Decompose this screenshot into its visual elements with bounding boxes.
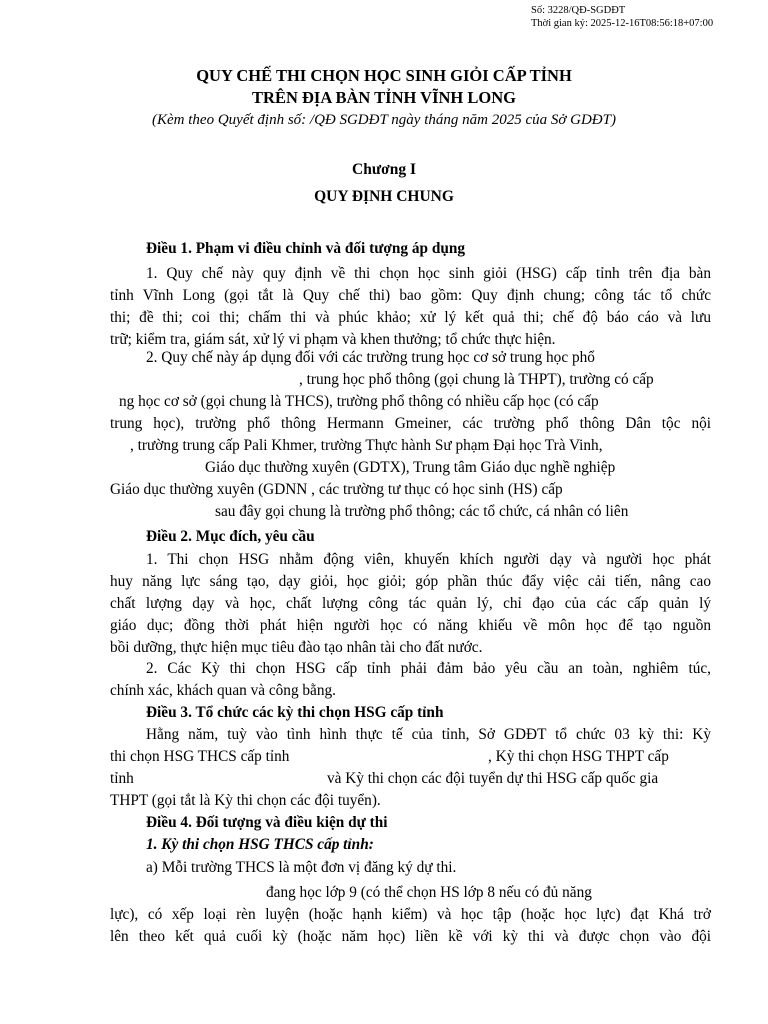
article-2-text: 1. Thi chọn HSG nhằm động viên, khuyến khích người dạy và người học phát [146,551,711,568]
article-1-text: sau đây gọi chung là trường phổ thông; các tổ chức, cá nhân có liên [215,503,629,520]
article-2-text: huy năng lực sáng tạo, dạy giỏi, học giỏi; góp phần thúc đẩy việc cải tiến, nâng cao [110,573,711,590]
article-1-text: Giáo dục thường xuyên (GDTX), Trung tâm Giáo dục nghề nghiệp [205,459,616,476]
article-1-heading: Điều 1. Phạm vi điều chỉnh và đối tượng áp dụng [146,240,465,257]
article-1-text: tỉnh Vĩnh Long (gọi tắt là Quy chế thi) bao gồm: Quy định chung; công tác tổ chức [110,287,711,304]
document-title-line2: TRÊN ĐỊA BÀN TỈNH VĨNH LONG [252,88,516,107]
article-1-text: trung học), trường phổ thông Hermann Gmeiner, các trường phổ thông Dân tộc nội [110,415,711,432]
article-3-text: Hằng năm, tuỳ vào tình hình thực tế của tỉnh, Sở GDĐT tổ chức 03 kỳ thi: Kỳ [146,726,711,743]
article-1-text: Giáo dục thường xuyên (GDNN , các trường tư thục có học sinh (HS) cấp [110,481,563,498]
article-3-text: THPT (gọi tắt là Kỳ thi chọn các đội tuyển). [110,792,381,809]
article-2-text: 2. Các Kỳ thi chọn HSG cấp tỉnh phải đảm bảo yêu cầu an toàn, nghiêm túc, [146,660,711,677]
document-title: QUY CHẾ THI CHỌN HỌC SINH GIỎI CẤP TỈNH [196,66,572,85]
article-3-heading: Điều 3. Tổ chức các kỳ thi chọn HSG cấp tỉnh [146,704,444,721]
article-3-text: và Kỳ thi chọn các đội tuyển dự thi HSG cấp quốc gia [327,770,659,787]
article-1-text: ng học cơ sở (gọi chung là THCS), trường phổ thông có nhiều cấp học (có cấp [119,393,599,410]
article-4-text: a) Mỗi trường THCS là một đơn vị đăng ký dự thi. [146,859,457,876]
article-1-text: thi; đề thi; coi thi; chấm thi và phúc khảo; xử lý kết quả thi; chế độ báo cáo và lưu [110,309,711,326]
chapter-number: Chương I [352,161,416,178]
signed-time: Thời gian ký: 2025-12-16T08:56:18+07:00 [531,18,714,29]
signature-stamp [531,4,713,30]
article-4-subheading: 1. Kỳ thi chọn HSG THCS cấp tỉnh: [146,836,374,853]
article-2-heading: Điều 2. Mục đích, yêu cầu [146,528,315,545]
article-2-text: giáo dục; đồng thời phát hiện người học có năng khiếu về môn học để tạo nguồn [110,617,711,634]
article-4-text: lực), có xếp loại rèn luyện (hoặc hạnh kiểm) và học tập (hoặc học lực) đạt Khá trở [110,906,711,923]
article-3-text: , Kỳ thi chọn HSG THPT cấp [488,748,669,765]
article-4-heading: Điều 4. Đối tượng và điều kiện dự thi [146,814,388,831]
article-2-text: chính xác, khách quan và công bằng. [110,682,336,699]
article-1-text: 1. Quy chế này quy định về thi chọn học sinh giỏi (HSG) cấp tỉnh trên địa bàn [146,265,711,282]
document-subtitle: (Kèm theo Quyết định số: /QĐ SGDĐT ngày tháng năm 2025 của Sở GDĐT) [152,112,616,128]
article-4-text: lên theo kết quả cuối kỳ (hoặc năm học) liền kề với kỳ thi và được chọn vào đội [110,928,711,945]
article-3-text: thi chọn HSG THCS cấp tỉnh [110,748,290,765]
article-1-text: trữ; kiểm tra, giám sát, xử lý vi phạm và khen thưởng; tổ chức thực hiện. [110,331,556,348]
article-2-text: bồi dưỡng, thực hiện mục tiêu đào tạo nhân tài cho đất nước. [110,639,483,656]
article-1-text: , trường trung cấp Pali Khmer, trường Thực hành Sư phạm Đại học Trà Vinh, [130,437,603,454]
decision-number: Số: 3228/QĐ-SGDĐT [531,5,626,16]
article-2-text: chất lượng dạy và học, chất lượng công tác quản lý, chỉ đạo của các cấp quản lý [110,595,711,612]
article-1-text: 2. Quy chế này áp dụng đối với các trường trung học cơ sở trung học phổ [146,349,595,366]
chapter-title: QUY ĐỊNH CHUNG [314,188,454,205]
article-4-text: đang học lớp 9 (có thể chọn HS lớp 8 nếu có đủ năng [266,884,592,901]
article-3-text: tỉnh [110,770,134,787]
article-1-text: , trung học phổ thông (gọi chung là THPT), trường có cấp [299,371,654,388]
